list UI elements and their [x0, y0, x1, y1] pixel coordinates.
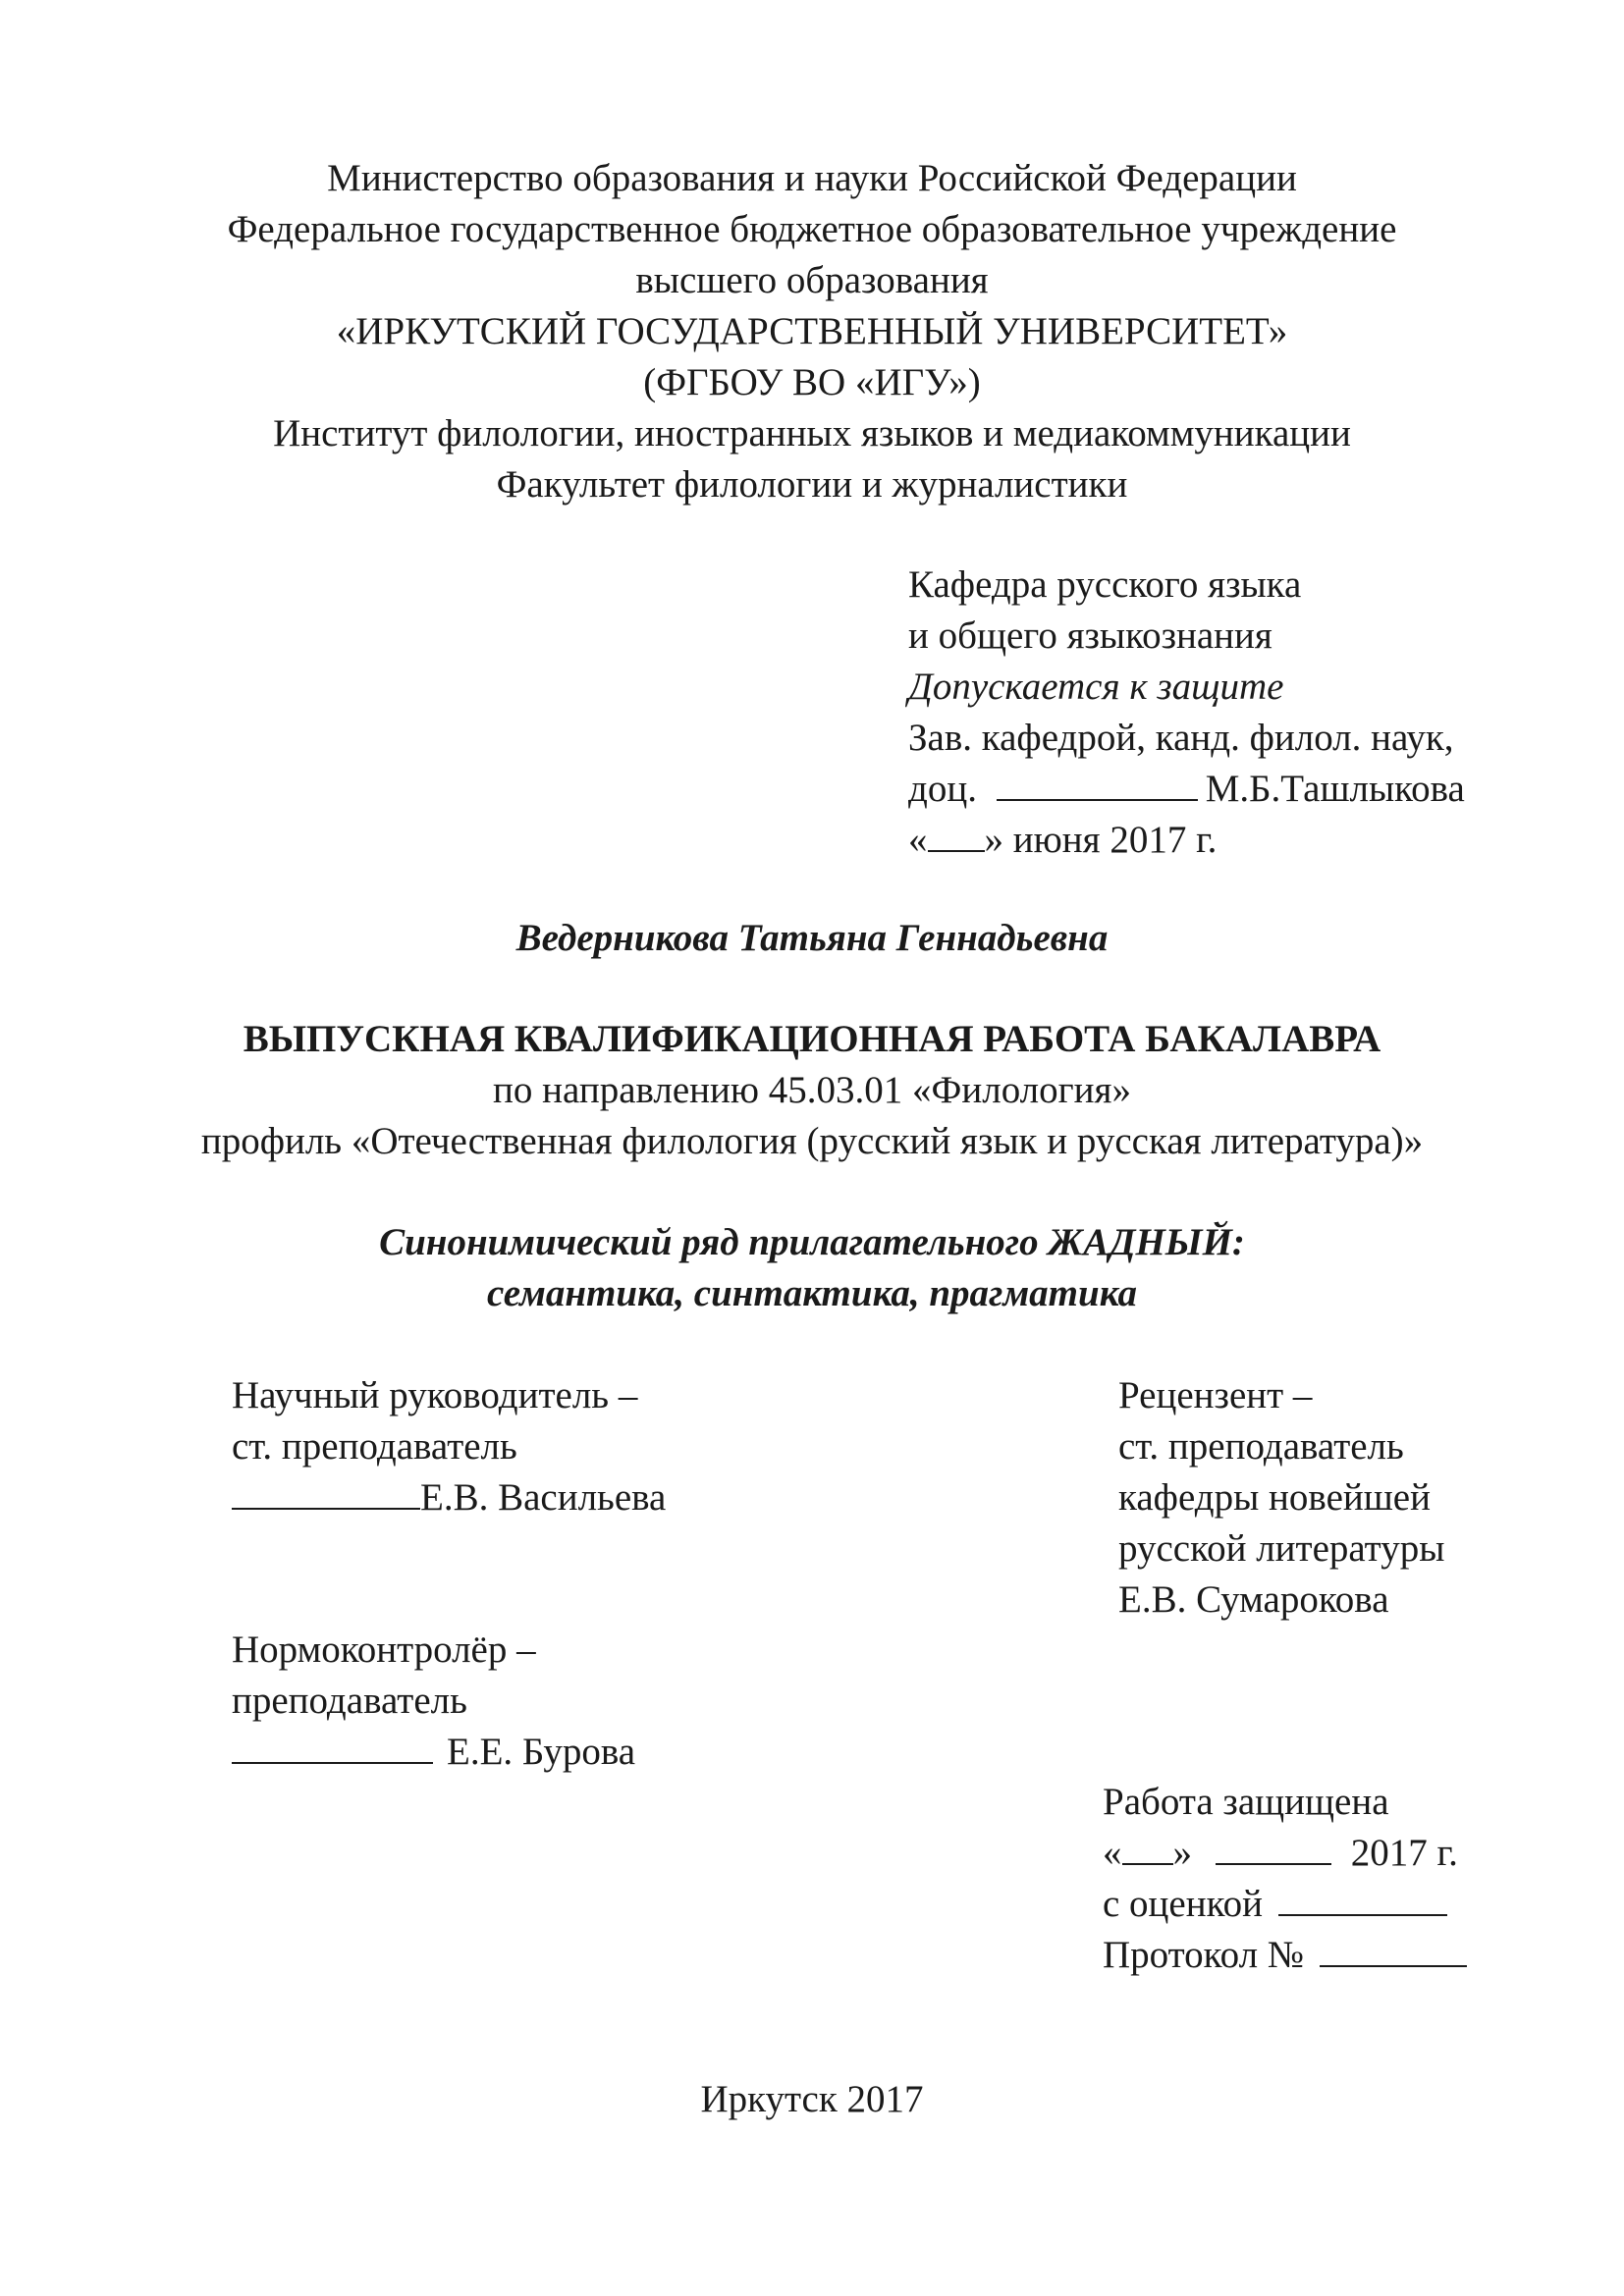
supervisor-block: [232, 1370, 666, 1523]
norm-controller-name: Е.Е. Бурова: [447, 1731, 636, 1773]
head-title: Зав. кафедрой, канд. филол. наук,: [908, 717, 1454, 759]
reviewer-block: [1118, 1370, 1444, 1626]
norm-controller-role: Нормоконтролёр –: [232, 1629, 536, 1671]
work-profile: профиль «Отечественная филология (русский язык и русская литература)»: [200, 1120, 1424, 1162]
defense-year: 2017 г.: [1350, 1832, 1458, 1874]
day-blank: [1122, 1828, 1173, 1865]
date-rest: » июня 2017 г.: [984, 819, 1218, 861]
month-blank: [1216, 1828, 1331, 1865]
supervisor-position: ст. преподаватель: [232, 1425, 517, 1468]
department-line-2: и общего языкознания: [908, 614, 1272, 657]
grade-line: [1103, 1879, 1467, 1930]
defense-status: Работа защищена: [1103, 1781, 1389, 1823]
grade-label: с оценкой: [1103, 1883, 1263, 1925]
department-line-1: Кафедра русского языка: [908, 563, 1302, 606]
protocol-label: Протокол №: [1103, 1934, 1305, 1976]
admission-block: [908, 560, 1465, 866]
defense-block: [1103, 1777, 1467, 1981]
university-name: «ИРКУТСКИЙ ГОСУДАРСТВЕННЫЙ УНИВЕРСИТЕТ»: [336, 310, 1288, 352]
reviewer-name: Е.В. Сумарокова: [1118, 1578, 1389, 1621]
protocol-line: [1103, 1930, 1467, 1981]
admitted-to-defense: Допускается к защите: [908, 666, 1284, 708]
defense-date-line: [1103, 1828, 1467, 1879]
reviewer-role: Рецензент –: [1118, 1374, 1313, 1416]
reviewer-position: ст. преподаватель: [1118, 1425, 1404, 1468]
work-direction: по направлению 45.03.01 «Филология»: [493, 1069, 1131, 1111]
work-type: ВЫПУСКНАЯ КВАЛИФИКАЦИОННАЯ РАБОТА БАКАЛАВРА: [243, 1018, 1381, 1060]
head-name: М.Б.Ташлыкова: [1205, 768, 1465, 810]
signature-blank: [997, 764, 1198, 801]
supervisor-name: Е.В. Васильева: [420, 1476, 667, 1519]
norm-controller-block: [232, 1625, 635, 1778]
supervisor-role: Научный руководитель –: [232, 1374, 638, 1416]
defense-date-open-quote: «: [1103, 1832, 1122, 1874]
ministry-line: Министерство образования и науки Российской Федерации: [327, 157, 1297, 199]
reviewer-department-2: русской литературы: [1118, 1527, 1445, 1570]
reviewer-department-1: кафедры новейшей: [1118, 1476, 1431, 1519]
grade-blank: [1278, 1879, 1447, 1916]
norm-controller-signature-line: [232, 1727, 635, 1778]
defense-date-close-quote: »: [1172, 1832, 1192, 1874]
day-blank: [928, 815, 985, 852]
thesis-title-line-2: семантика, синтактика, прагматика: [486, 1272, 1137, 1314]
signature-blank: [232, 1727, 433, 1764]
head-prefix: доц.: [908, 768, 977, 810]
head-signature-line: [908, 764, 1465, 815]
norm-controller-position: преподаватель: [232, 1680, 467, 1722]
institute-line: Институт филологии, иностранных языков и медиакоммуникации: [273, 412, 1351, 454]
city-year: Иркутск 2017: [700, 2078, 924, 2120]
university-abbreviation: (ФГБОУ ВО «ИГУ»): [643, 361, 981, 403]
institution-type-line: Федеральное государственное бюджетное образовательное учреждение: [227, 208, 1397, 250]
admission-date-line: [908, 815, 1465, 866]
protocol-blank: [1320, 1930, 1467, 1967]
signature-blank: [232, 1472, 420, 1510]
author-name: Ведерникова Татьяна Геннадьевна: [515, 917, 1109, 959]
thesis-title-line-1: Синонимический ряд прилагательного ЖАДНЫЙ:: [379, 1221, 1245, 1263]
education-level-line: высшего образования: [635, 259, 989, 301]
faculty-line: Факультет филологии и журналистики: [496, 463, 1128, 506]
supervisor-signature-line: [232, 1472, 666, 1523]
date-open-quote: «: [908, 819, 928, 861]
